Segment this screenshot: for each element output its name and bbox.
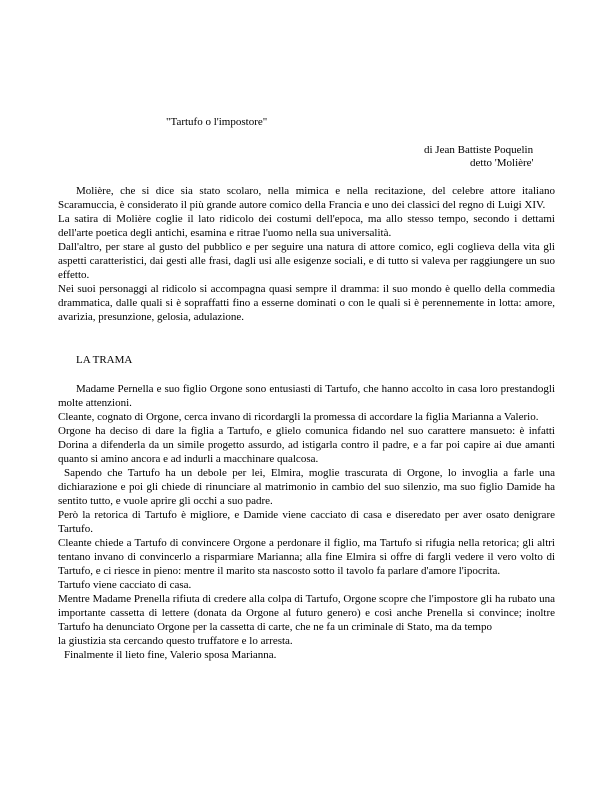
author-line: di Jean Battiste Poquelin bbox=[424, 144, 534, 156]
alias-line: detto 'Molière' bbox=[470, 157, 534, 169]
plot-paragraph: Madame Pernella e suo figlio Orgone sono entusiasti di Tartufo, che hanno accolto in casa loro prestandogli molte attenzioni. bbox=[58, 383, 555, 409]
plot-paragraph: Tartufo viene cacciato di casa. bbox=[58, 579, 192, 591]
plot-paragraph: Sapendo che Tartufo ha un debole per lei, Elmira, moglie trascurata di Orgone, lo invoglia a farle una dichiarazione e poi gli chiede di rinunciare al matrimonio in cambio del suo silenzio, ma suo figlio Damide ha sentito tutto, e vuole aprire gli occhi a suo padre. bbox=[58, 467, 555, 507]
plot-paragraph: la giustizia sta cercando questo truffatore e lo arresta. bbox=[58, 635, 293, 647]
plot-paragraph: Finalmente il lieto fine, Valerio sposa Marianna. bbox=[64, 649, 277, 661]
document-title: "Tartufo o l'impostore" bbox=[166, 116, 268, 128]
intro-paragraph: Nei suoi personaggi al ridicolo si accompagna quasi sempre il dramma: il suo mondo è quello della commedia drammatica, dalle quali si è sopraffatti fino a esserne dominati o con le quali si è perennemente in lotta: amore, avarizia, presunzione, gelosia, adulazione. bbox=[58, 283, 555, 323]
intro-section bbox=[58, 184, 555, 324]
intro-paragraph: La satira di Molière coglie il lato ridicolo dei costumi dell'epoca, ma allo stesso tempo, secondo i dettami dell'arte poetica degli antichi, esamina e ritrae l'uomo nella sua universalità. bbox=[58, 213, 555, 239]
intro-paragraph: Molière, che si dice sia stato scolaro, nella mimica e nella recitazione, del celebre attore italiano Scaramuccia, è considerato il più grande autore comico della Francia e uno dei classici del regno di Luigi XIV. bbox=[58, 185, 555, 211]
plot-paragraph: Mentre Madame Prenella rifiuta di credere alla colpa di Tartufo, Orgone scopre che l'impostore gli ha rubato una importante cassetta di lettere (donata da Orgone al futuro genero) e così anche Prenella si convince; inoltre Tartufo ha denunciato Orgone per la cassetta di carte, che ne fa un criminale di Stato, ma da tempo bbox=[58, 593, 555, 633]
section-heading: LA TRAMA bbox=[76, 354, 133, 366]
plot-paragraph: Orgone ha deciso di dare la figlia a Tartufo, e glielo comunica fidando nel suo carattere mansueto: è infatti Dorina a difenderla da un simile progetto assurdo, ad istigarla contro il padre, e a far poi capire ai due amanti quanto si amino ancora e ad indurli a macchinare qualcosa. bbox=[58, 425, 555, 465]
plot-paragraph: Cleante, cognato di Orgone, cerca invano di ricordargli la promessa di accordare la figlia Marianna a Valerio. bbox=[58, 411, 539, 423]
plot-paragraph: Però la retorica di Tartufo è migliore, e Damide viene cacciato di casa e diseredato per aver osato denigrare Tartufo. bbox=[58, 509, 555, 535]
plot-paragraph: Cleante chiede a Tartufo di convincere Orgone a perdonare il figlio, ma Tartufo si rifugia nella retorica; gli altri tentano invano di convincerlo a risparmiare Marianna; alla fine Elmira si offre di fargli vedere il vero volto di Tartufo, e ci riesce in pieno: mentre il marito sta nascosto sotto il tavolo fa parlare d'amore l'ipocrita. bbox=[58, 537, 555, 577]
plot-section bbox=[58, 382, 555, 662]
intro-paragraph: Dall'altro, per stare al gusto del pubblico e per seguire una natura di attore comico, egli coglieva della vita gli aspetti caratteristici, dai gesti alle frasi, dagli usi alle esigenze sociali, e di tutto si valeva per raggiungere un suo effetto. bbox=[58, 241, 555, 281]
